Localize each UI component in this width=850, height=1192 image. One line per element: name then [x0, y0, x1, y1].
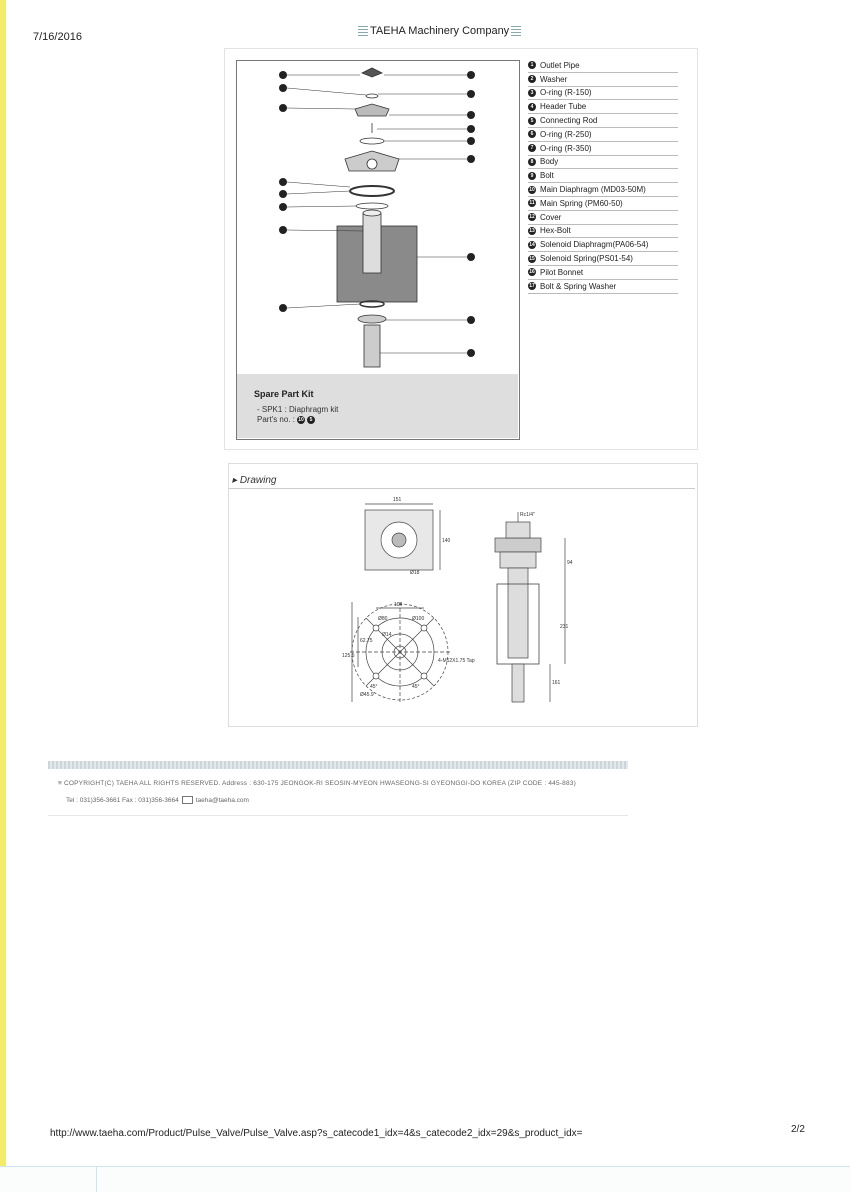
list-item: 11 Main Spring (PM60-50): [528, 197, 678, 211]
dim-label: 45°: [370, 684, 378, 690]
dim-label: Ø18: [410, 570, 420, 576]
drawing-title: ▸ Drawing: [232, 475, 277, 486]
footer-divider: [48, 815, 628, 816]
list-item: 14 Solenoid Diaphragm(PA06-54): [528, 238, 678, 252]
spare-kit-title: Spare Part Kit: [254, 389, 314, 399]
list-item: 5 Connecting Rod: [528, 114, 678, 128]
page-url[interactable]: http://www.taeha.com/Product/Pulse_Valve/Pulse_Valve.asp?s_catecode1_idx=4&s_catecode2_idx=29&s_product_idx=: [50, 1128, 583, 1139]
spare-kit-part-label: Part's no. :: [257, 415, 295, 424]
dim-label: 104: [394, 602, 403, 608]
dim-label: 151: [393, 497, 402, 503]
dim-label: 125.5: [342, 653, 355, 659]
dim-label: 62.75: [360, 638, 373, 644]
footer-band: [48, 761, 628, 769]
list-item: 16 Pilot Bonnet: [528, 266, 678, 280]
mail-icon: [182, 796, 193, 804]
page-title: TAEHA Machinery Company: [370, 25, 510, 37]
dim-label: 4-M12X1.75 Tap: [438, 658, 475, 664]
drawing-header: [229, 472, 695, 489]
part-no-badge: 10: [298, 416, 304, 423]
header-hatch-icon: [511, 26, 521, 36]
dim-label: 161: [552, 680, 561, 686]
list-item: 13 Hex-Bolt: [528, 225, 678, 239]
list-item: 3 O-ring (R-150): [528, 87, 678, 101]
exploded-view-illustration: [237, 61, 519, 375]
footer-contact: Tel : 031)356-3661 Fax : 031)356-3664 taeha@taeha.com: [66, 796, 249, 804]
spare-kit-line: - SPK1 : Diaphragm kit: [257, 405, 339, 414]
dim-label: Ø100: [412, 616, 425, 622]
page-number: 2/2: [791, 1124, 805, 1135]
print-date: 7/16/2016: [33, 31, 82, 43]
dim-label: Ø45.9: [360, 692, 374, 698]
dim-label: Ø14: [382, 632, 392, 638]
page-header: [358, 25, 521, 37]
list-item: 10 Main Diaphragm (MD03-50M): [528, 183, 678, 197]
list-item: 1 Outlet Pipe: [528, 59, 678, 73]
parts-list: [528, 59, 678, 294]
dim-label: Ø80: [378, 616, 388, 622]
list-item: 4 Header Tube: [528, 100, 678, 114]
list-item: 7 O-ring (R-350): [528, 142, 678, 156]
dim-label: 94: [567, 560, 573, 566]
dim-label: Rc1/4": [520, 512, 535, 518]
technical-drawing: [330, 492, 580, 720]
list-item: 6 O-ring (R-250): [528, 128, 678, 142]
list-item: 12 Cover: [528, 211, 678, 225]
dim-label: 45°: [412, 684, 420, 690]
footer-copyright: ≡ COPYRIGHT(C) TAEHA ALL RIGHTS RESERVED. Address : 630-175 JEONGOK-RI SEOSIN-MYEON HWASEONG-SI GYEONGGI-DO KOREA (ZIP CODE : 445-883): [58, 780, 576, 787]
dim-label: 231: [560, 624, 569, 630]
footer-email[interactable]: taeha@taeha.com: [195, 796, 249, 804]
dim-label: 140: [442, 538, 451, 544]
list-item: 2 Washer: [528, 73, 678, 87]
list-item: 8 Body: [528, 156, 678, 170]
part-no-badge: 5: [307, 416, 315, 424]
header-hatch-icon: [358, 26, 368, 36]
spare-kit-part-nos: [257, 415, 315, 424]
list-item: 9 Bolt: [528, 169, 678, 183]
scan-left-edge: [0, 0, 6, 1191]
scan-bottom-edge: [0, 1166, 850, 1192]
list-item: 17 Bolt & Spring Washer: [528, 280, 678, 294]
list-item: 15 Solenoid Spring(PS01-54): [528, 252, 678, 266]
